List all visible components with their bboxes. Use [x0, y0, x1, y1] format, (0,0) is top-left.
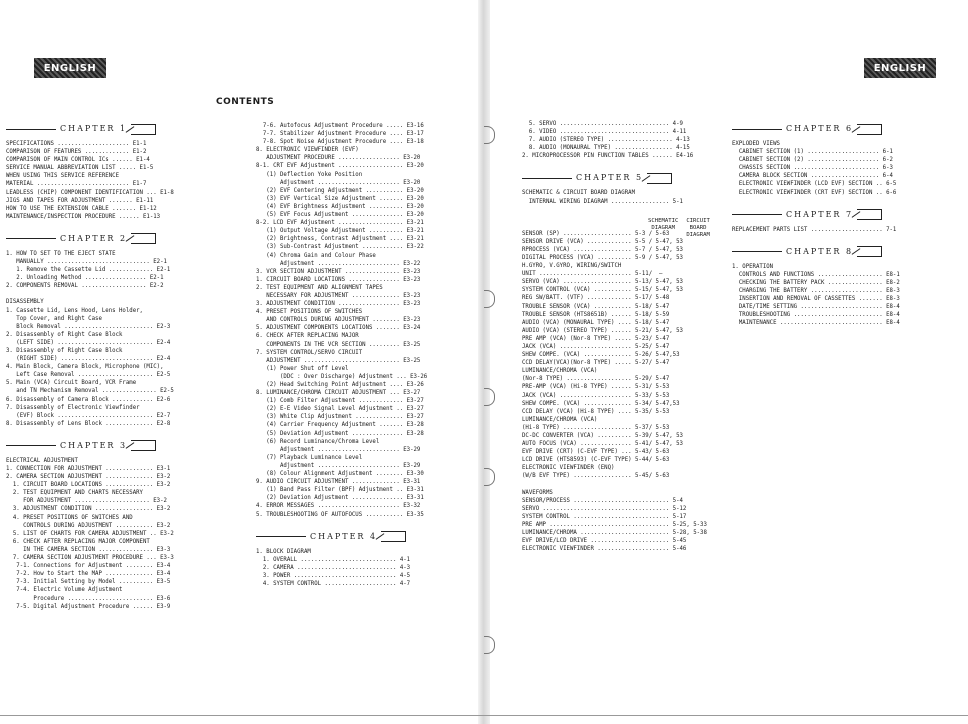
toc-entry: (7) Playback Luminance Level: [256, 454, 363, 461]
toc-entry: CCD DELAY(VCA)(Nor-8 TYPE) ..... 5-27/ 5-47: [522, 360, 670, 367]
toc-entry: 1. CIRCUIT BOARD LOCATIONS ............... E3-23: [256, 276, 421, 283]
toc-entry: ELECTRICAL ADJUSTMENT: [6, 457, 78, 464]
toc-entry: DIGITAL PROCESS (VCA) .......... 5-9 / 5-47, 53: [522, 254, 683, 261]
chapter-heading: [732, 208, 900, 222]
toc-entry: 7-8. Spot Noise Adjustment Procedure .... E3-18: [256, 139, 424, 146]
toc-entry: 6. Disassembly of Camera Block ............ E2-6: [6, 396, 171, 403]
section-gap: [522, 162, 707, 169]
chapter-label: [786, 125, 853, 133]
toc-section: [6, 122, 174, 221]
toc-entry: Adjustment ........................ E3-29: [256, 462, 421, 469]
toc-section: [256, 122, 427, 519]
toc-entry: 8-2. LCD EVF Adjustment ................... E3-21: [256, 220, 424, 227]
toc-entry: (6) Record Luminance/Chroma Level: [256, 438, 380, 445]
toc-entry: SENSOR/PROCESS ............................ 5-4: [522, 497, 683, 504]
toc-entry: CHARGING THE BATTERY ..................... E8-3: [732, 288, 900, 295]
toc-entry: 1. BLOCK DIAGRAM: [256, 548, 311, 555]
chapter-box-icon: [131, 124, 156, 135]
toc-entry: (2) Deviation Adjustment ............... E3-31: [256, 495, 424, 502]
toc-column-2: [256, 122, 427, 590]
toc-entry: ELECTRONIC VIEWFINDER ..................... 5-46: [522, 546, 687, 553]
toc-entry: (3) EVF Vertical Size Adjustment ....... E3-20: [256, 195, 424, 202]
chapter-word: CHAPTER: [786, 246, 842, 256]
toc-entry: 7. SYSTEM CONTROL/SERVO CIRCUIT: [256, 349, 363, 356]
toc-entry: CABINET SECTION (1) ..................... 6-1: [732, 149, 893, 156]
toc-entry: REG SW/BATT. (VTF) ............. 5-17/ 5-48: [522, 295, 670, 302]
toc-entry: 8-1. CRT EVF Adjustment ................... E3-20: [256, 163, 424, 170]
toc-section: [522, 120, 707, 160]
toc-entry: (3) Sub-Contrast Adjustment ............ E3-22: [256, 244, 424, 251]
binder-hole-icon: [484, 290, 495, 308]
toc-entry: AUDIO (VCA) (STEREO TYPE) ...... 5-21/ 5-47, 53: [522, 327, 683, 334]
chapter-number: 4: [370, 531, 378, 541]
toc-entry: JACK (VCA) ..................... 5-33/ 5-53: [522, 392, 670, 399]
chapter-word: CHAPTER: [60, 123, 116, 133]
toc-entry: 5. SERVO ................................ 4-9: [522, 121, 683, 127]
toc-entry: EVF DRIVE/LCD DRIVE ....................... 5-45: [522, 538, 687, 545]
toc-entry: (5) EVF Focus Adjustment ............... E3-20: [256, 212, 424, 219]
chapter-heading: [732, 122, 900, 136]
toc-entry: 1. Cassette Lid, Lens Hood, Lens Holder,: [6, 307, 143, 314]
chapter-heading: [6, 122, 174, 136]
schematic-label-line: CIRCUIT: [686, 218, 710, 224]
section-gap: [732, 199, 900, 206]
toc-section: [6, 232, 174, 428]
toc-entry: CABINET SECTION (2) ..................... 6-2: [732, 157, 893, 164]
toc-entry: (4) EVF Brightness Adjustment .......... E3-20: [256, 203, 424, 210]
toc-entry: 7-4. Electric Volume Adjustment: [6, 587, 123, 594]
toc-entry: TROUBLE SENSOR (VCA) ........... 5-18/ 5-47: [522, 303, 670, 310]
toc-entry: 7-7. Stabilizer Adjustment Procedure .... E3-17: [256, 131, 424, 138]
toc-entry: (1) Band Pass Filter (BPF) Adjustment .. E3-31: [256, 487, 424, 494]
toc-entry: CHECKING THE BATTERY PACK ................ E8-2: [732, 279, 900, 286]
toc-entry: 1. CONNECTION FOR ADJUSTMENT .............. E3-1: [6, 466, 171, 472]
toc-entry: 2. TEST EQUIPMENT AND CHARTS NECESSARY: [6, 490, 143, 497]
toc-entry: (RIGHT SIDE) ........................... E2-4: [6, 356, 171, 363]
toc-entry: 7-2. How to Start the MAP .............. E3-4: [6, 571, 171, 578]
chapter-number: 3: [120, 440, 128, 450]
section-gap: [6, 223, 174, 230]
binder-hole-icon: [484, 468, 495, 486]
binder-hole-icon: [484, 636, 495, 654]
schematic-label-line: SCHEMATIC: [648, 218, 679, 224]
toc-entry: 1. OVERALL ............................ 4-1: [256, 556, 411, 563]
right-page: [484, 0, 968, 724]
binder-hole-icon: [484, 388, 495, 406]
toc-entry: (8) Colour Alignment Adjustment ........ E3-30: [256, 471, 424, 478]
toc-entry: 8. ELECTRONIC VIEWFINDER (EVF): [256, 147, 359, 154]
toc-entry: 7-5. Digital Adjustment Procedure ...... E3-9: [6, 603, 171, 610]
toc-entry: (1) Deflection Yoke Position: [256, 171, 363, 178]
toc-entry: INTERNAL WIRING DIAGRAM ................. 5-1: [522, 198, 683, 205]
toc-entry: CCD DELAY (VCA) (Hi-8 TYPE) .... 5-35/ 5-53: [522, 408, 670, 415]
toc-entry: EVF DRIVE (CRT) (C-EVF TYPE) ... 5-43/ 5-63: [522, 449, 670, 456]
chapter-heading: [256, 530, 427, 544]
toc-entry: SENSOR (SP) .................... 5-3 / 5-63: [522, 230, 670, 237]
language-tab-left: ENGLISH: [34, 58, 106, 78]
toc-section: [732, 122, 900, 197]
toc-entry: 5. LIST OF CHARTS FOR CAMERA ADJUSTMENT .. E3-2: [6, 530, 174, 537]
toc-entry: TROUBLESHOOTING .......................... E8-4: [732, 312, 900, 319]
toc-entry: NECESSARY FOR ADJUSTMENT .............. E3-23: [256, 292, 421, 299]
toc-entry: REPLACEMENT PARTS LIST ..................... 7-1: [732, 226, 897, 233]
toc-entry: 7-6. Autofocus Adjustment Procedure ..... E3-16: [256, 123, 424, 129]
toc-entry: AUTO FOCUS (VCA) ............... 5-41/ 5-47, 53: [522, 441, 683, 448]
toc-entry: 7. AUDIO (STEREO TYPE) ................... 4-13: [522, 137, 690, 144]
toc-entry: Block Removal .......................... E2-3: [6, 323, 171, 330]
toc-entry: COMPARISON OF FEATURES ............. E1-2: [6, 149, 147, 156]
toc-entry: 5. TROUBLESHOOTING OF AUTOFOCUS ........... E3-35: [256, 511, 424, 518]
toc-entry: 2. CAMERA SECTION ADJUSTMENT .............. E3-2: [6, 474, 171, 481]
toc-entry: 2. Unloading Method .................. E2-1: [6, 275, 164, 282]
toc-entry: CAMERA BLOCK SECTION .................... 6-4: [732, 173, 893, 180]
toc-entry: 4. PRESET POSITIONS OF SWITCHES AND: [6, 514, 133, 521]
toc-entry: WHEN USING THIS SERVICE REFERENCE: [6, 173, 119, 180]
toc-entry: 2. MICROPROCESSOR PIN FUNCTION TABLES ...... E4-16: [522, 153, 694, 160]
schematic-label-line: DIAGRAM: [686, 232, 710, 238]
toc-entry: SYSTEM CONTROL ............................ 5-17: [522, 513, 687, 520]
toc-entry: 4. PRESET POSITIONS OF SWITCHES: [256, 309, 363, 316]
toc-entry: SCHEMATIC & CIRCUIT BOARD DIAGRAM: [522, 190, 635, 197]
chapter-line: [522, 178, 572, 179]
toc-entry: DATE/TIME SETTING ........................ E8-4: [732, 304, 900, 311]
toc-entry: CHASSIS SECTION ......................... 6-3: [732, 165, 893, 172]
toc-entry: Adjustment ........................ E3-22: [256, 260, 421, 267]
toc-entry: SYSTEM CONTROL (VCA) ........... 5-15/ 5-47, 53: [522, 287, 683, 294]
toc-entry: 1. OPERATION: [732, 263, 774, 270]
toc-entry: PRE AMP ................................... 5-25, 5-33: [522, 521, 707, 528]
toc-entry: and TN Mechanism Removal ................ E2-5: [6, 388, 174, 395]
toc-column-4: [732, 120, 900, 330]
schematic-label-line: DIAGRAM: [651, 225, 675, 231]
toc-entry: (3) White Clip Adjustment .............. E3-27: [256, 414, 424, 421]
toc-entry: PRE AMP (VCA) (Nor-8 TYPE) ..... 5-23/ 5-47: [522, 335, 670, 342]
toc-entry: WAVEFORMS: [522, 489, 553, 496]
toc-entry: 8. LUMINANCE/CHROMA CIRCUIT ADJUSTMENT ... E3-27: [256, 390, 421, 397]
toc-entry: (5) Deviation Adjustment ............... E3-28: [256, 430, 424, 437]
chapter-word: CHAPTER: [576, 173, 632, 183]
chapter-line: [732, 214, 782, 215]
toc-entry: 2. COMPONENTS REMOVAL ................... E2-2: [6, 283, 164, 290]
chapter-number: 6: [846, 123, 854, 133]
toc-section: [6, 439, 174, 611]
toc-entry: Adjustment ........................ E3-29: [256, 446, 421, 453]
toc-entry: 1. Remove the Cassette Lid ............. E2-1: [6, 267, 171, 274]
toc-entry: LUMINANCE/CHROMA (VCA): [522, 368, 598, 375]
toc-entry: DC-DC CONVERTER (VCA) .......... 5-39/ 5-47, 53: [522, 433, 683, 439]
toc-entry: (Nor-8 TYPE) ................... 5-29/ 5-47: [522, 376, 670, 383]
schematic-label: [648, 218, 710, 239]
toc-entry: FOR ADJUSTMENT ...................... E3-2: [6, 498, 167, 505]
chapter-box-icon: [857, 124, 882, 135]
chapter-box-icon: [381, 531, 406, 542]
toc-section: [256, 530, 427, 588]
chapter-box-icon: [647, 173, 672, 184]
chapter-label: [576, 174, 643, 182]
toc-entry: COMPARISON OF MAIN CONTROL ICs ...... E1-4: [6, 157, 150, 164]
toc-entry: 3. VCR SECTION ADJUSTMENT ................ E3-23: [256, 268, 421, 275]
toc-entry: LCD DRIVE (HTS8593) (C-EVF TYPE) 5-44/ 5-63: [522, 457, 670, 464]
chapter-line: [6, 129, 56, 130]
toc-entry: 4. SYSTEM CONTROL ..................... 4-7: [256, 580, 411, 587]
toc-entry: SHEW COMPE. (VCA) .............. 5-26/ 5-47,53: [522, 352, 680, 359]
toc-entry: LEADLESS (CHIP) COMPONENT IDENTIFICATION ... E1-8: [6, 189, 174, 196]
toc-entry: JACK (VCA) ..................... 5-25/ 5-47: [522, 343, 670, 350]
toc-entry: (2) EVF Centering Adjustment ........... E3-20: [256, 187, 424, 194]
toc-entry: ELECTRONIC VIEWFINDER (ENQ): [522, 465, 615, 472]
chapter-heading: [6, 232, 174, 246]
toc-entry: (2) Head Switching Point Adjustment .... E3-26: [256, 382, 424, 388]
toc-entry: 2. TEST EQUIPMENT AND ALIGNMENT TAPES: [256, 284, 383, 291]
toc-entry: 8. AUDIO (MONAURAL TYPE) ................. 4-15: [522, 145, 690, 152]
toc-entry: (1) Output Voltage Adjustment .......... E3-21: [256, 228, 424, 235]
chapter-number: 8: [846, 246, 854, 256]
chapter-box-icon: [857, 209, 882, 220]
toc-entry: 4. ERROR MESSAGES ........................ E3-32: [256, 503, 421, 510]
toc-entry: 6. CHECK AFTER REPLACING MAJOR: [256, 333, 359, 340]
toc-entry: SPECIFICATIONS ..................... E1-1: [6, 141, 147, 147]
toc-entry: ADJUSTMENT ............................ E3-25: [256, 357, 421, 364]
toc-entry: 1. HOW TO SET TO THE EJECT STATE: [6, 250, 116, 257]
toc-entry: 2. Disassembly of Right Case Block: [6, 331, 123, 338]
toc-entry: 3. Disassembly of Right Case Block: [6, 347, 123, 354]
toc-entry: MAINTENANCE .............................. E8-4: [732, 320, 900, 327]
toc-entry: (LEFT SIDE) ............................ E2-4: [6, 339, 171, 346]
toc-entry: HOW TO USE THE EXTENSION CABLE ....... E1-12: [6, 205, 157, 212]
chapter-label: [786, 248, 853, 256]
chapter-line: [732, 129, 782, 130]
chapter-line: [256, 536, 306, 537]
chapter-number: 1: [120, 123, 128, 133]
schematic-label-line: BOARD: [689, 225, 707, 231]
toc-entry: 3. ADJUSTMENT CONDITION ................. E3-2: [6, 506, 171, 513]
chapter-number: 7: [846, 209, 854, 219]
toc-entry: 4. Main Block, Camera Block, Microphone (MIC),: [6, 364, 164, 371]
toc-entry: [6, 290, 174, 298]
chapter-label: [310, 533, 377, 541]
toc-entry: (4) Carrier Frequency Adjustment ....... E3-28: [256, 422, 424, 429]
toc-entry: SENSOR DRIVE (VCA) ............. 5-5 / 5-47, 53: [522, 238, 683, 245]
toc-entry: TROUBLE SENSOR (HTS8651B) ...... 5-18/ 5-59: [522, 311, 670, 318]
toc-entry: Adjustment ........................ E3-20: [256, 179, 421, 186]
toc-entry: 7. CAMERA SECTION ADJUSTMENT PROCEDURE ... E3-3: [6, 555, 174, 562]
toc-entry: (W/B EVF TYPE) ................. 5-45/ 5-63: [522, 473, 670, 480]
toc-entry: LUMINANCE/CHROMA .......................... 5-28, 5-38: [522, 530, 707, 537]
chapter-heading: [732, 245, 900, 259]
toc-entry: 1. CIRCUIT BOARD LOCATIONS .............. E3-2: [6, 482, 171, 489]
toc-entry: 5. ADJUSTMENT COMPONENTS LOCATIONS ....... E3-24: [256, 325, 421, 332]
chapter-box-icon: [857, 246, 882, 257]
toc-entry: [522, 206, 707, 214]
toc-entry: CONTROLS AND FUNCTIONS ................... E8-1: [732, 271, 900, 278]
chapter-box-icon: [131, 440, 156, 451]
toc-entry: (EVF) Block ............................ E2-7: [6, 412, 171, 419]
language-tab-right: ENGLISH: [864, 58, 936, 78]
chapter-heading: [6, 439, 174, 453]
toc-section: [732, 245, 900, 328]
toc-entry: SERVO (VCA) .................... 5-13/ 5-47, 53: [522, 279, 683, 286]
toc-entry: 6. VIDEO ................................ 4-11: [522, 129, 687, 136]
toc-entry: 2. CAMERA ............................. 4-3: [256, 564, 411, 571]
toc-entry: COMPONENTS IN THE VCR SECTION ......... E3-25: [256, 341, 421, 348]
chapter-label: [60, 125, 127, 133]
chapter-word: CHAPTER: [786, 209, 842, 219]
chapter-line: [6, 238, 56, 239]
toc-entry: ELECTRONIC VIEWFINDER (CRT EVF) SECTION .. 6-6: [732, 189, 897, 196]
toc-entry: (2) Brightness, Contrast Adjustment .... E3-21: [256, 236, 424, 243]
section-gap: [732, 236, 900, 243]
toc-entry: (DDC : Over Discharge) Adjustment ... E3-26: [256, 373, 428, 380]
toc-entry: IN THE CAMERA SECTION ................ E3-3: [6, 546, 171, 553]
chapter-word: CHAPTER: [60, 440, 116, 450]
toc-entry: LUMINANCE/CHROMA (VCA): [522, 416, 598, 423]
toc-entry: RPROCESS (VCA) ................. 5-7 / 5-47, 53: [522, 246, 683, 253]
chapter-word: CHAPTER: [60, 233, 116, 243]
chapter-box-icon: [131, 233, 156, 244]
toc-entry: INSERTION AND REMOVAL OF CASSETTES ....... E8-3: [732, 296, 900, 303]
toc-entry: MANUALLY .............................. E2-1: [6, 259, 167, 266]
toc-entry: (4) Chroma Gain and Colour Phase: [256, 252, 376, 259]
toc-entry: SERVO ..................................... 5-12: [522, 505, 687, 512]
chapter-line: [6, 445, 56, 446]
toc-entry: 7-3. Initial Setting by Model .......... E3-5: [6, 579, 171, 586]
toc-entry: Top Cover, and Right Case: [6, 315, 102, 322]
toc-entry: 3. POWER .............................. 4-5: [256, 572, 411, 579]
chapter-label: [786, 211, 853, 219]
toc-entry: (1) Comb Filter Adjustment ............. E3-27: [256, 398, 424, 405]
toc-entry: H.GYRO, V.GYRO, WIRING/SWITCH: [522, 263, 622, 270]
chapter-label: [60, 442, 127, 450]
page-bottom-rule: [0, 715, 968, 716]
toc-entry: (Hi-8 TYPE) .................... 5-37/ 5-53: [522, 424, 670, 431]
toc-entry: MATERIAL ........................... E1-7: [6, 181, 147, 188]
toc-entry: JIGS AND TAPES FOR ADJUSTMENT ....... E1-11: [6, 197, 154, 204]
toc-entry: 6. CHECK AFTER REPLACING MAJOR COMPONENT: [6, 538, 150, 545]
toc-entry: (2) E-E Video Signal Level Adjustment .. E3-27: [256, 406, 424, 413]
binder-hole-icon: [484, 126, 495, 144]
toc-entry: Left Case Removal ...................... E2-5: [6, 372, 171, 379]
toc-entry: DISASSEMBLY: [6, 299, 44, 306]
toc-entry: 7. Disassembly of Electronic Viewfinder: [6, 404, 140, 411]
toc-entry: (1) Power Shut off Level: [256, 365, 349, 372]
toc-entry: SERVICE MANUAL ABBREVIATION LIST ..... E1-5: [6, 165, 154, 172]
toc-entry: 8. Disassembly of Lens Block .............. E2-8: [6, 420, 171, 427]
toc-entry: UNIT ........................... 5-11/ —: [522, 271, 663, 278]
toc-entry: 5. Main (VCA) Circuit Board, VCR Frame: [6, 380, 137, 387]
toc-entry: SHEW COMPE. (VCA) .............. 5-34/ 5-47,53: [522, 400, 680, 407]
toc-column-3: [522, 120, 707, 555]
toc-entry: AUDIO (VCA) (MONAURAL TYPE) .... 5-18/ 5-47: [522, 319, 670, 326]
toc-entry: EXPLODED VIEWS: [732, 141, 780, 147]
toc-entry: 3. ADJUSTMENT CONDITION .................. E3-23: [256, 301, 421, 308]
section-gap: [256, 521, 427, 528]
toc-entry: ELECTRONIC VIEWFINDER (LCD EVF) SECTION .. 6-5: [732, 181, 897, 188]
section-gap: [6, 430, 174, 437]
chapter-number: 2: [120, 233, 128, 243]
toc-entry: AND CONTROLS DURING ADJUSTMENT ........ E3-23: [256, 317, 421, 324]
toc-entry: CONTROLS DURING ADJUSTMENT ........... E3-2: [6, 522, 171, 529]
chapter-word: CHAPTER: [786, 123, 842, 133]
toc-entry: ADJUSTMENT PROCEDURE .................. E3-20: [256, 155, 421, 162]
chapter-label: [60, 235, 127, 243]
toc-entry: Procedure ......................... E3-6: [6, 595, 171, 602]
toc-column-1: [6, 120, 174, 613]
chapter-heading: [522, 171, 707, 185]
chapter-number: 5: [636, 173, 644, 183]
toc-section: [732, 208, 900, 234]
chapter-line: [732, 251, 782, 252]
toc-entry: PRE-AMP (VCA) (Hi-8 TYPE) ...... 5-31/ 5-53: [522, 384, 670, 391]
chapter-word: CHAPTER: [310, 531, 366, 541]
toc-entry: MAINTENANCE/INSPECTION PROCEDURE ...... E1-13: [6, 213, 161, 220]
contents-title: CONTENTS: [216, 97, 275, 107]
toc-entry: [522, 481, 707, 489]
toc-entry: 9. AUDIO CIRCUIT ADJUSTMENT .............. E3-31: [256, 479, 421, 486]
toc-entry: 7-1. Connections for Adjustment ........ E3-4: [6, 563, 171, 570]
